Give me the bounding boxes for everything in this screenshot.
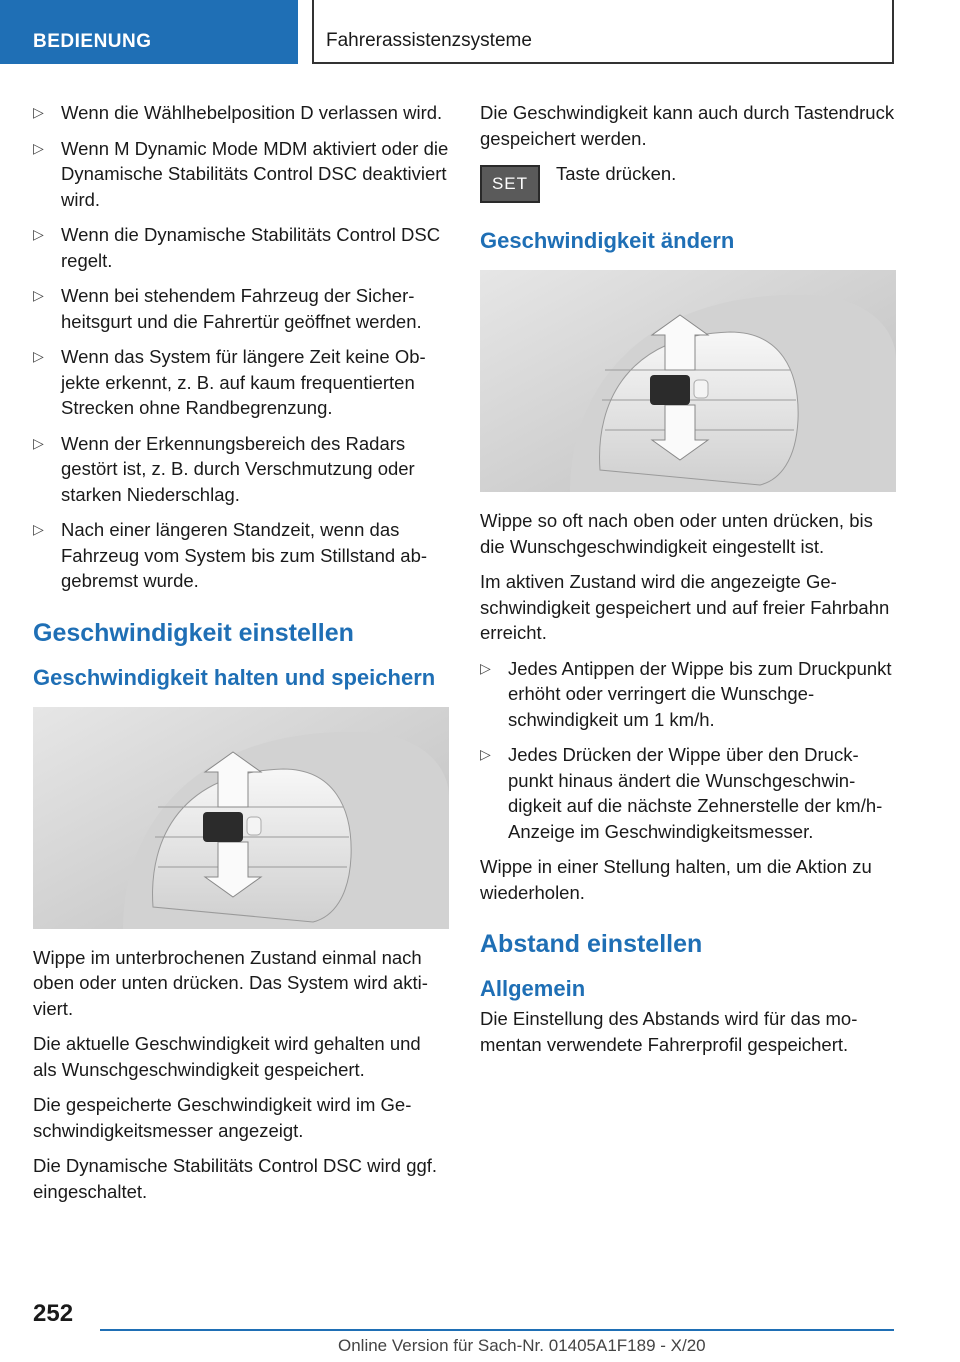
section-tab <box>0 0 298 64</box>
condition-list <box>33 100 449 594</box>
set-button-icon: SET <box>480 165 540 203</box>
paragraph: Die gespeicherte Geschwindigkeit wird im Geschwindigkeitsmesser angezeigt. <box>33 1094 412 1141</box>
rocker-list <box>480 656 896 845</box>
list-item: ▷ Wenn bei stehendem Fahrzeug der Sicherheitsgurt und die Fahrertür geöffnet werden. <box>33 283 449 334</box>
page-number: 252 <box>33 1300 74 1327</box>
heading-set-distance: Abstand einstellen <box>480 930 703 958</box>
paragraph: Wippe im unterbrochenen Zustand einmal nach oben oder unten drücken. Das System wird aktiviert. <box>33 946 428 1019</box>
list-item: ▷ Wenn das System für längere Zeit keine Objekte erkennt, z. B. auf kaum frequentierten Strecken ohne Randbegrenzung. <box>33 344 449 421</box>
heading-general: Allgemein <box>480 976 586 1001</box>
heading-change-speed: Geschwindigkeit ändern <box>480 228 735 253</box>
set-instruction <box>480 161 896 221</box>
list-item: ▷ Jedes Drücken der Wippe über den Druckpunkt hinaus ändert die Wunschgeschwindigkeit auf die nächste Zehnerstelle der km/h-Anzeige im Geschwindigkeitsmesser. <box>480 742 896 844</box>
list-item: ▷ Jedes Antippen der Wippe bis zum Druckpunkt erhöht oder verringert die Wunschgeschwindigkeit um 1 km/h. <box>480 656 896 733</box>
chapter-title: Fahrerassistenzsysteme <box>326 30 532 51</box>
chapter-tab <box>312 0 894 64</box>
paragraph: Wippe in einer Stellung halten, um die Aktion zu wiederholen. <box>480 856 872 903</box>
list-item: ▷ Wenn die Wählhebelposition D verlassen wird. <box>33 100 449 126</box>
paragraph: Die Geschwindigkeit kann auch durch Tastendruck gespeichert werden. <box>480 102 895 149</box>
right-column <box>480 100 896 1067</box>
paragraph: Die aktuelle Geschwindigkeit wird gehalten und als Wunschgeschwindigkeit gespeichert. <box>33 1033 421 1080</box>
paragraph: Die Einstellung des Abstands wird für das momentan verwendete Fahrerprofil gespeichert. <box>480 1008 858 1055</box>
footer-text: Online Version für Sach-Nr. 01405A1F189 - X/20 <box>338 1336 706 1355</box>
left-column <box>33 100 449 1214</box>
list-item: ▷ Nach einer längeren Standzeit, wenn das Fahrzeug vom System bis zum Stillstand abgebremst wurde. <box>33 517 449 594</box>
paragraph: Im aktiven Zustand wird die angezeigte Geschwindigkeit gespeichert und auf freier Fahrbahn erreicht. <box>480 571 890 643</box>
steering-rocker-photo <box>33 707 449 929</box>
steering-rocker-photo <box>480 270 896 492</box>
footer-divider <box>100 1329 894 1331</box>
list-item: ▷ Wenn die Dynamische Stabilitäts Control DSC regelt. <box>33 222 449 273</box>
list-item: ▷ Wenn M Dynamic Mode MDM aktiviert oder die Dynamische Stabilitäts Control DSC deaktiviert wird. <box>33 136 449 213</box>
paragraph: Wippe so oft nach oben oder unten drücken, bis die Wunschgeschwindigkeit eingestellt ist. <box>480 510 873 557</box>
section-title: BEDIENUNG <box>33 31 152 52</box>
list-item: ▷ Wenn der Erkennungsbereich des Radars gestört ist, z. B. durch Verschmutzung oder starken Niederschlag. <box>33 431 449 508</box>
set-instruction-text: Taste drücken. <box>556 163 677 184</box>
heading-hold-speed: Geschwindigkeit halten und speichern <box>33 664 436 690</box>
heading-set-speed: Geschwindigkeit einstellen <box>33 618 354 647</box>
paragraph: Die Dynamische Stabilitäts Control DSC wird ggf. eingeschaltet. <box>33 1155 438 1202</box>
